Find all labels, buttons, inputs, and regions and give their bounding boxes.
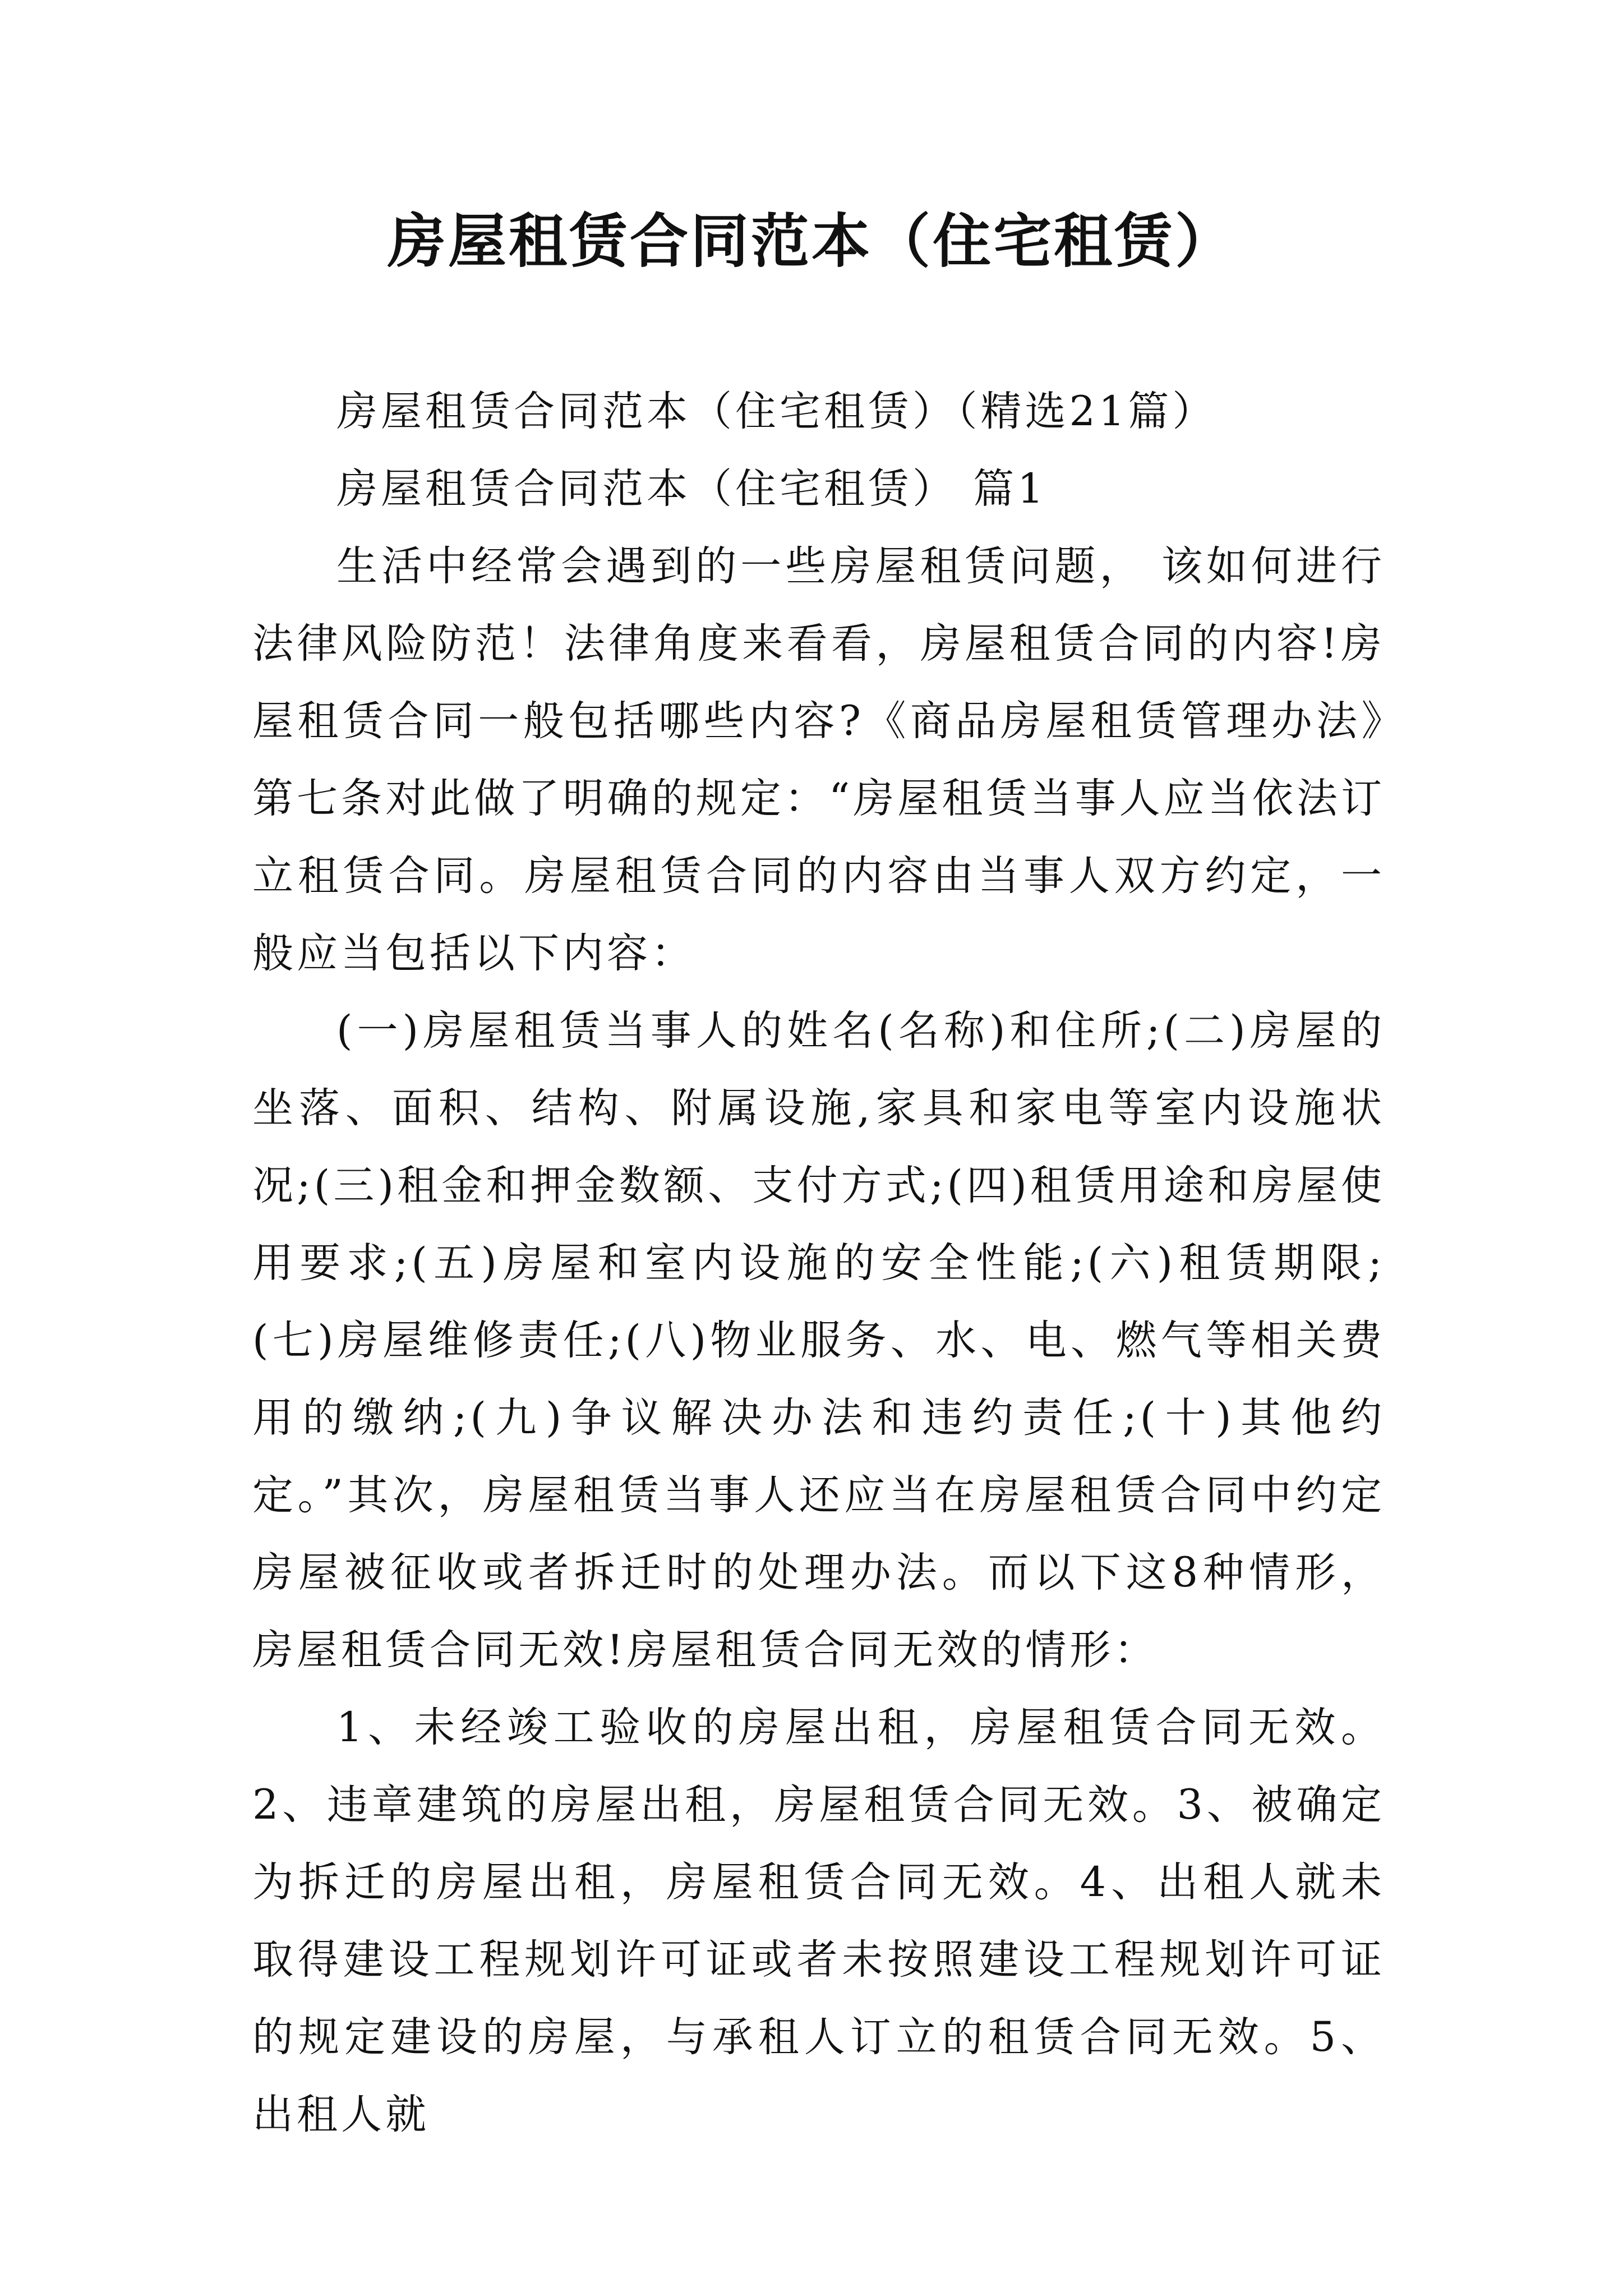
body-paragraph-1: 生活中经常会遇到的一些房屋租赁问题， 该如何进行法律风险防范！法律角度来看看，房屋租赁合同的内容!房屋租赁合同一般包括哪些内容?《商品房屋租赁管理办法》第七条对此做了明确的规定：“房屋租赁当事人应当依法订立租赁合同。房屋租赁合同的内容由当事人双方约定，一般应当包括以下内容： xyxy=(252,542,1385,977)
body-paragraph-3: 1、未经竣工验收的房屋出租，房屋租赁合同无效。2、违章建筑的房屋出租，房屋租赁合同无效。3、被确定为拆迁的房屋出租，房屋租赁合同无效。4、出租人就未取得建设工程规划许可证或者未按照建设工程规划许可证的规定建设的房屋，与承租人订立的租赁合同无效。5、出租人就 xyxy=(252,1704,1385,2138)
document-subtitle: 房屋租赁合同范本（住宅租赁）（精选21篇） xyxy=(336,388,1217,435)
document-title: 房屋租赁合同范本（住宅租赁） xyxy=(387,206,1235,275)
document-body xyxy=(252,373,1385,2154)
body-paragraph-2: (一)房屋租赁当事人的姓名(名称)和住所;(二)房屋的坐落、面积、结构、附属设施,家具和家电等室内设施状况;(三)租金和押金数额、支付方式;(四)租赁用途和房屋使用要求;(五)房屋和室内设施的安全性能;(六)租赁期限;(七)房屋维修责任;(八)物业服务、水、电、燃气等相关费用的缴纳;(九)争议解决办法和违约责任;(十)其他约定。”其次，房屋租赁当事人还应当在房屋租赁合同中约定房屋被征收或者拆迁时的处理办法。而以下这8种情形，房屋租赁合同无效!房屋租赁合同无效的情形： xyxy=(252,1007,1385,1674)
section-heading: 房屋租赁合同范本（住宅租赁） 篇1 xyxy=(336,465,1047,513)
